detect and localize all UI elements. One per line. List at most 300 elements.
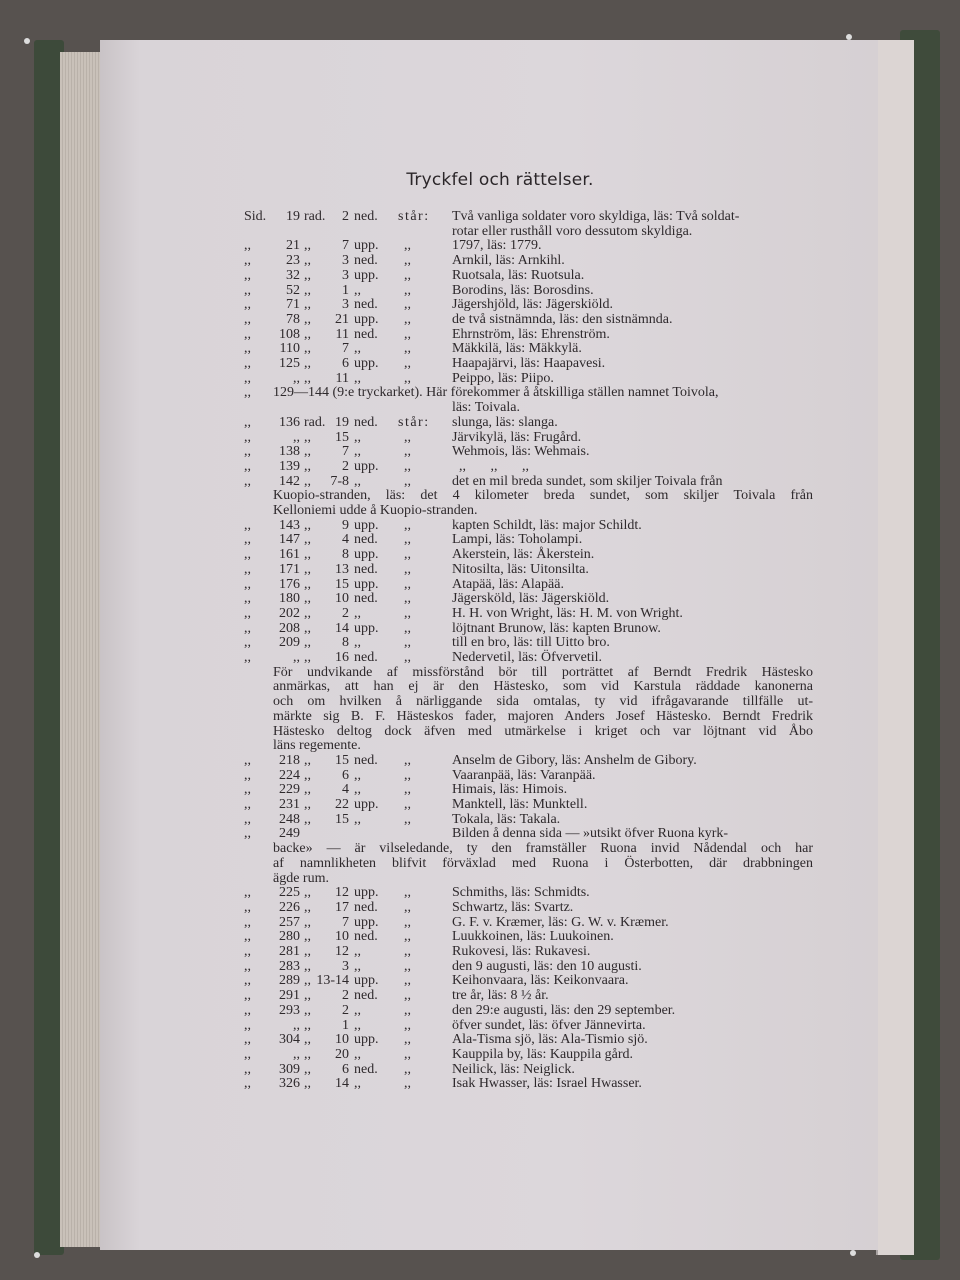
line-number: 15	[335, 576, 349, 592]
direction: ned.	[354, 209, 378, 224]
line-label: ,,	[304, 752, 311, 768]
direction: upp.	[354, 1032, 379, 1048]
page-number: 32	[286, 267, 300, 283]
line-number: 3	[342, 253, 349, 269]
page-number: ,,	[293, 370, 300, 386]
entry-prefix: ,,	[244, 988, 251, 1004]
correction-text: öfver sundet, läs: öfver Jännevirta.	[452, 1017, 646, 1033]
direction: upp.	[354, 356, 379, 371]
page-number: 225	[279, 885, 300, 901]
correction-text: den 9 augusti, läs: den 10 augusti.	[452, 958, 642, 974]
entry-prefix: ,,	[244, 958, 251, 974]
line-label: ,,	[304, 929, 311, 945]
entry-prefix: ,,	[244, 650, 251, 665]
entry-prefix: ,,	[244, 1017, 251, 1033]
entry-prefix: ,,	[244, 782, 251, 798]
direction: upp.	[354, 458, 379, 474]
stands-label: ,,	[404, 473, 411, 489]
direction: ned.	[354, 561, 378, 577]
correction-continuation: läs: Toivala.	[452, 400, 520, 416]
entry-prefix: ,,	[244, 341, 251, 357]
direction: upp.	[354, 267, 379, 283]
correction-text: Nitosilta, läs: Uitonsilta.	[452, 561, 589, 577]
entry-prefix: ,,	[244, 973, 251, 989]
line-number: 13	[335, 561, 349, 577]
line-label: ,,	[304, 591, 311, 607]
page-number: ,,	[293, 1017, 300, 1033]
correction-text: Borodins, läs: Borosdins.	[452, 282, 594, 298]
note-paragraph-line: märkte sig B. F. Hästeskos fader, majoren Anders Josef Hästesko. Berndt Fredrik	[273, 708, 813, 724]
line-label: rad.	[304, 209, 326, 224]
correction-text: Kauppila by, läs: Kauppila gård.	[452, 1046, 634, 1062]
line-label: ,,	[304, 282, 311, 298]
page-number: 281	[279, 944, 300, 959]
stands-label: ,,	[404, 326, 411, 342]
line-label: ,,	[304, 370, 311, 386]
line-number: 17	[335, 899, 349, 915]
direction: upp.	[354, 914, 379, 930]
line-label: ,,	[304, 517, 311, 533]
stands-label: ,,	[404, 944, 411, 959]
line-number: 1	[342, 1017, 349, 1033]
page-number: 143	[279, 517, 300, 533]
correction-text: G. F. v. Kræmer, läs: G. W. v. Kræmer.	[452, 914, 669, 930]
line-number: 7	[342, 238, 349, 254]
stands-label: ,,	[404, 899, 411, 915]
stands-label: ,,	[404, 561, 411, 577]
page-number: 257	[279, 914, 300, 930]
stands-label: står:	[398, 414, 430, 430]
note-paragraph-line: backe» — är vilseledande, ty den framställer Ruona invid Nådendal och har	[273, 841, 813, 857]
correction-text: de två sistnämnda, läs: den sistnämnda.	[452, 311, 673, 327]
line-label: ,,	[304, 620, 311, 636]
entry-prefix: ,,	[244, 620, 251, 636]
correction-text: kapten Schildt, läs: major Schildt.	[452, 517, 642, 533]
stands-label: ,,	[404, 267, 411, 283]
page-number: 19	[286, 209, 300, 224]
facing-page-edge	[876, 40, 914, 1255]
entry-prefix: ,,	[244, 444, 251, 460]
correction-text: Nedervetil, läs: Öfvervetil.	[452, 650, 603, 665]
entry-prefix: Sid.	[244, 209, 267, 224]
line-number: 10	[335, 591, 349, 607]
line-number: 7-8	[330, 473, 349, 489]
page-number: 139	[279, 458, 300, 474]
entry-prefix: ,,	[244, 591, 251, 607]
line-number: 12	[335, 944, 349, 959]
page-number: 202	[279, 605, 300, 621]
correction-text: Ala-Tisma sjö, läs: Ala-Tismio sjö.	[452, 1032, 648, 1048]
direction: ,,	[354, 635, 361, 651]
correction-text: Akerstein, läs: Åkerstein.	[452, 547, 595, 563]
page-number: 208	[279, 620, 300, 636]
line-number: 6	[342, 356, 349, 371]
direction: ,,	[354, 811, 361, 827]
line-label: ,,	[304, 767, 311, 783]
page-number: 21	[286, 238, 300, 254]
correction-text: Bilden å denna sida — »utsikt öfver Ruona kyrk-	[452, 826, 729, 842]
correction-text: Rukovesi, läs: Rukavesi.	[452, 944, 591, 959]
entry-prefix: ,,	[244, 517, 251, 533]
entry-prefix: ,,	[244, 797, 251, 812]
line-label: ,,	[304, 561, 311, 577]
pin-bottom-right	[850, 1250, 856, 1256]
direction: ,,	[354, 782, 361, 798]
direction: ,,	[354, 767, 361, 783]
entry-prefix: ,,	[244, 473, 251, 489]
line-number: 8	[342, 635, 349, 651]
correction-text: Keihonvaara, läs: Keikonvaara.	[452, 973, 629, 989]
entry-prefix: ,,	[244, 458, 251, 474]
entry-prefix: ,,	[244, 767, 251, 783]
stands-label: ,,	[404, 576, 411, 592]
entry-prefix: ,,	[244, 297, 251, 313]
line-label: ,,	[304, 444, 311, 460]
correction-text: Anselm de Gibory, läs: Anshelm de Gibory.	[452, 752, 697, 768]
entry-prefix: ,,	[244, 429, 251, 445]
page-number: 136	[279, 414, 300, 430]
line-label: ,,	[304, 1002, 311, 1018]
line-number: 4	[342, 782, 349, 798]
page-number: 110	[279, 341, 300, 357]
line-label: ,,	[304, 797, 311, 812]
entry-prefix: ,,	[244, 253, 251, 269]
line-number: 16	[335, 650, 349, 665]
correction-text: tre år, läs: 8 ½ år.	[452, 988, 549, 1004]
stands-label: ,,	[404, 253, 411, 269]
entry-prefix: ,,	[244, 752, 251, 768]
line-number: 3	[342, 297, 349, 313]
line-number: 3	[342, 958, 349, 974]
entry-prefix: ,,	[244, 826, 251, 842]
entry-prefix: ,,	[244, 532, 251, 548]
page-number: 326	[279, 1076, 300, 1092]
pin-bottom-left	[34, 1252, 40, 1258]
line-label: ,,	[304, 326, 311, 342]
line-label: rad.	[304, 414, 326, 430]
line-label: ,,	[304, 532, 311, 548]
line-number: 6	[342, 767, 349, 783]
correction-text: Arnkil, läs: Arnkihl.	[452, 253, 565, 269]
direction: ,,	[354, 605, 361, 621]
direction: ned.	[354, 929, 378, 945]
correction-text: Wehmois, läs: Wehmais.	[452, 444, 590, 460]
note-paragraph-line: och om hvilken å närliggande sida omtalas, ty vid ifrågavarande tillfälle ut-	[273, 694, 813, 710]
line-number: 2	[342, 605, 349, 621]
page-number: 176	[279, 576, 300, 592]
stands-label: ,,	[404, 1061, 411, 1077]
stands-label: ,,	[404, 958, 411, 974]
direction: ,,	[354, 944, 361, 959]
entry-prefix: ,,	[244, 929, 251, 945]
line-label: ,,	[304, 341, 311, 357]
stands-label: ,,	[404, 1017, 411, 1033]
direction: upp.	[354, 547, 379, 563]
page-number: 218	[279, 752, 300, 768]
page-edges	[60, 52, 104, 1247]
direction: ned.	[354, 899, 378, 915]
note-paragraph-line: Kuopio-stranden, läs: det 4 kilometer breda sundet, som skiljer Toivala från	[273, 488, 813, 504]
stands-label: ,,	[404, 1002, 411, 1018]
line-label: ,,	[304, 885, 311, 901]
direction: ned.	[354, 752, 378, 768]
page-number: 161	[279, 547, 300, 563]
stands-label: ,,	[404, 547, 411, 563]
page-number: 280	[279, 929, 300, 945]
page-number: ,,	[293, 429, 300, 445]
note-paragraph-line: af namnlikheten blifvit förväxlad med Ruona i Österbotten, där drabbningen	[273, 855, 813, 871]
page-number: 138	[279, 444, 300, 460]
entry-prefix: ,,	[244, 885, 251, 901]
stands-label: ,,	[404, 532, 411, 548]
correction-text: ,, ,, ,,	[452, 458, 529, 474]
page-number: ,,	[293, 650, 300, 665]
direction: ,,	[354, 1017, 361, 1033]
entry-prefix: ,,	[244, 267, 251, 283]
correction-text: Jägersköld, läs: Jägerskiöld.	[452, 591, 610, 607]
entry-prefix: ,,	[244, 385, 251, 401]
page-number: 147	[279, 532, 300, 548]
stands-label: ,,	[404, 1032, 411, 1048]
correction-text: 1797, läs: 1779.	[452, 238, 542, 254]
entry-prefix: ,,	[244, 547, 251, 563]
correction-continuation: rotar eller rusthåll voro dessutom skyldiga.	[452, 223, 693, 239]
line-label: ,,	[304, 1032, 311, 1048]
correction-text: Peippo, läs: Piipo.	[452, 370, 554, 386]
direction: upp.	[354, 620, 379, 636]
entry-prefix: ,,	[244, 605, 251, 621]
line-number: 13-14	[316, 973, 349, 989]
direction: ,,	[354, 282, 361, 298]
page-number: 209	[279, 635, 300, 651]
page-number: 224	[279, 767, 300, 783]
pin-top-left	[24, 38, 30, 44]
page-number: 171	[279, 561, 300, 577]
line-label: ,,	[304, 635, 311, 651]
note-paragraph-line: anmärkas, att han ej är den Hästesko, som vid Karstula räddade kanonerna	[273, 679, 813, 695]
entry-prefix: ,,	[244, 944, 251, 959]
entry-prefix: ,,	[244, 914, 251, 930]
page-number: 71	[286, 297, 300, 313]
entry-prefix: ,,	[244, 311, 251, 327]
stands-label: står:	[398, 209, 430, 224]
page-number: 231	[279, 797, 300, 812]
direction: ,,	[354, 1046, 361, 1062]
page-number: 304	[279, 1032, 300, 1048]
line-number: 2	[342, 988, 349, 1004]
line-label: ,,	[304, 297, 311, 313]
line-number: 15	[335, 752, 349, 768]
correction-text: den 29:e augusti, läs: den 29 september.	[452, 1002, 676, 1018]
line-number: 21	[335, 311, 349, 327]
direction: ned.	[354, 591, 378, 607]
line-number: 12	[335, 885, 349, 901]
stands-label: ,,	[404, 782, 411, 798]
direction: upp.	[354, 517, 379, 533]
page-number: 180	[279, 591, 300, 607]
line-number: 2	[342, 1002, 349, 1018]
correction-text: Vaaranpää, läs: Varanpää.	[452, 767, 596, 783]
line-number: 14	[335, 1076, 349, 1092]
correction-text: 129—144 (9:e tryckarket). Här förekommer å åtskilliga ställen namnet Toivola,	[273, 385, 719, 401]
stands-label: ,,	[404, 1076, 411, 1092]
line-label: ,,	[304, 458, 311, 474]
entry-prefix: ,,	[244, 899, 251, 915]
stands-label: ,,	[404, 973, 411, 989]
direction: ,,	[354, 370, 361, 386]
direction: ,,	[354, 1076, 361, 1092]
note-paragraph-line: läns regemente.	[273, 738, 361, 754]
line-number: 19	[335, 414, 349, 430]
stands-label: ,,	[404, 429, 411, 445]
line-number: 7	[342, 444, 349, 460]
note-paragraph-line: Hästesko deltog dock äfven med utmärkelse i kriget och var löjtnant vid Åbo	[273, 723, 813, 739]
entry-prefix: ,,	[244, 356, 251, 371]
line-label: ,,	[304, 429, 311, 445]
line-number: 15	[335, 429, 349, 445]
direction: ,,	[354, 429, 361, 445]
page-number: 52	[286, 282, 300, 298]
line-number: 8	[342, 547, 349, 563]
stands-label: ,,	[404, 297, 411, 313]
page-number: 142	[279, 473, 300, 489]
entry-prefix: ,,	[244, 635, 251, 651]
correction-text: Två vanliga soldater voro skyldiga, läs: Två soldat-	[452, 209, 740, 224]
direction: ned.	[354, 988, 378, 1004]
line-number: 10	[335, 1032, 349, 1048]
correction-text: slunga, läs: slanga.	[452, 414, 558, 430]
entry-prefix: ,,	[244, 238, 251, 254]
page-title	[0, 170, 960, 190]
entry-prefix: ,,	[244, 561, 251, 577]
stands-label: ,,	[404, 356, 411, 371]
line-number: 2	[342, 209, 349, 224]
direction: upp.	[354, 797, 379, 812]
page-number: 291	[279, 988, 300, 1004]
correction-text: Tokala, läs: Takala.	[452, 811, 561, 827]
line-label: ,,	[304, 238, 311, 254]
line-number: 7	[342, 914, 349, 930]
note-paragraph-line: Kelloniemi udde å Kuopio-stranden.	[273, 503, 478, 518]
line-label: ,,	[304, 899, 311, 915]
stands-label: ,,	[404, 1046, 411, 1062]
entry-prefix: ,,	[244, 1002, 251, 1018]
correction-text: Järvikylä, läs: Frugård.	[452, 429, 582, 445]
line-number: 14	[335, 620, 349, 636]
direction: ,,	[354, 1002, 361, 1018]
page-number: ,,	[293, 1046, 300, 1062]
direction: ,,	[354, 958, 361, 974]
note-paragraph-line: För undvikande af missförstånd bör till porträttet af Berndt Fredrik Hästesko	[273, 664, 813, 680]
stands-label: ,,	[404, 797, 411, 812]
entry-prefix: ,,	[244, 1032, 251, 1048]
line-number: 7	[342, 341, 349, 357]
line-label: ,,	[304, 1017, 311, 1033]
line-number: 20	[335, 1046, 349, 1062]
line-label: ,,	[304, 267, 311, 283]
line-label: ,,	[304, 811, 311, 827]
stands-label: ,,	[404, 517, 411, 533]
line-label: ,,	[304, 356, 311, 371]
line-label: ,,	[304, 473, 311, 489]
stands-label: ,,	[404, 370, 411, 386]
stands-label: ,,	[404, 752, 411, 768]
entry-prefix: ,,	[244, 1061, 251, 1077]
line-number: 11	[335, 370, 349, 386]
entry-prefix: ,,	[244, 370, 251, 386]
line-number: 11	[335, 326, 349, 342]
stands-label: ,,	[404, 605, 411, 621]
stands-label: ,,	[404, 885, 411, 901]
entry-prefix: ,,	[244, 1076, 251, 1092]
pin-top-right	[846, 34, 852, 40]
line-label: ,,	[304, 1076, 311, 1092]
stands-label: ,,	[404, 811, 411, 827]
correction-text: till en bro, läs: till Uitto bro.	[452, 635, 610, 651]
line-number: 3	[342, 267, 349, 283]
line-number: 4	[342, 532, 349, 548]
correction-text: H. H. von Wright, läs: H. M. von Wright.	[452, 605, 683, 621]
correction-text: Atapää, läs: Alapää.	[452, 576, 564, 592]
correction-text: Mäkkilä, läs: Mäkkylä.	[452, 341, 582, 357]
stands-label: ,,	[404, 620, 411, 636]
direction: ned.	[354, 414, 378, 430]
direction: upp.	[354, 885, 379, 901]
line-number: 9	[342, 517, 349, 533]
page-number: 226	[279, 899, 300, 915]
line-number: 22	[335, 797, 349, 812]
direction: ned.	[354, 297, 378, 313]
entry-prefix: ,,	[244, 282, 251, 298]
correction-text: Schmiths, läs: Schmidts.	[452, 885, 590, 901]
correction-text: Jägershjöld, läs: Jägerskiöld.	[452, 297, 613, 313]
line-label: ,,	[304, 253, 311, 269]
line-number: 10	[335, 929, 349, 945]
page-number: 108	[279, 326, 300, 342]
direction: ned.	[354, 253, 378, 269]
direction: ned.	[354, 326, 378, 342]
correction-text: Manktell, läs: Munktell.	[452, 797, 588, 812]
correction-text: Neilick, läs: Neiglick.	[452, 1061, 575, 1077]
entry-prefix: ,,	[244, 576, 251, 592]
page-number: 289	[279, 973, 300, 989]
stands-label: ,,	[404, 311, 411, 327]
line-number: 15	[335, 811, 349, 827]
page-number: 248	[279, 811, 300, 827]
stands-label: ,,	[404, 929, 411, 945]
line-label: ,,	[304, 782, 311, 798]
entry-prefix: ,,	[244, 414, 251, 430]
page-number: 78	[286, 311, 300, 327]
correction-text: Lampi, läs: Toholampi.	[452, 532, 583, 548]
page-number: 229	[279, 782, 300, 798]
stands-label: ,,	[404, 650, 411, 665]
stands-label: ,,	[404, 591, 411, 607]
stands-label: ,,	[404, 341, 411, 357]
stands-label: ,,	[404, 635, 411, 651]
direction: ,,	[354, 444, 361, 460]
page-number: 283	[279, 958, 300, 974]
page-number: 125	[279, 356, 300, 371]
line-label: ,,	[304, 1061, 311, 1077]
page-title-text: Tryckfel och rättelser.	[406, 170, 594, 190]
stands-label: ,,	[404, 988, 411, 1004]
entry-prefix: ,,	[244, 326, 251, 342]
direction: upp.	[354, 311, 379, 327]
direction: upp.	[354, 576, 379, 592]
direction: ned.	[354, 1061, 378, 1077]
stands-label: ,,	[404, 914, 411, 930]
